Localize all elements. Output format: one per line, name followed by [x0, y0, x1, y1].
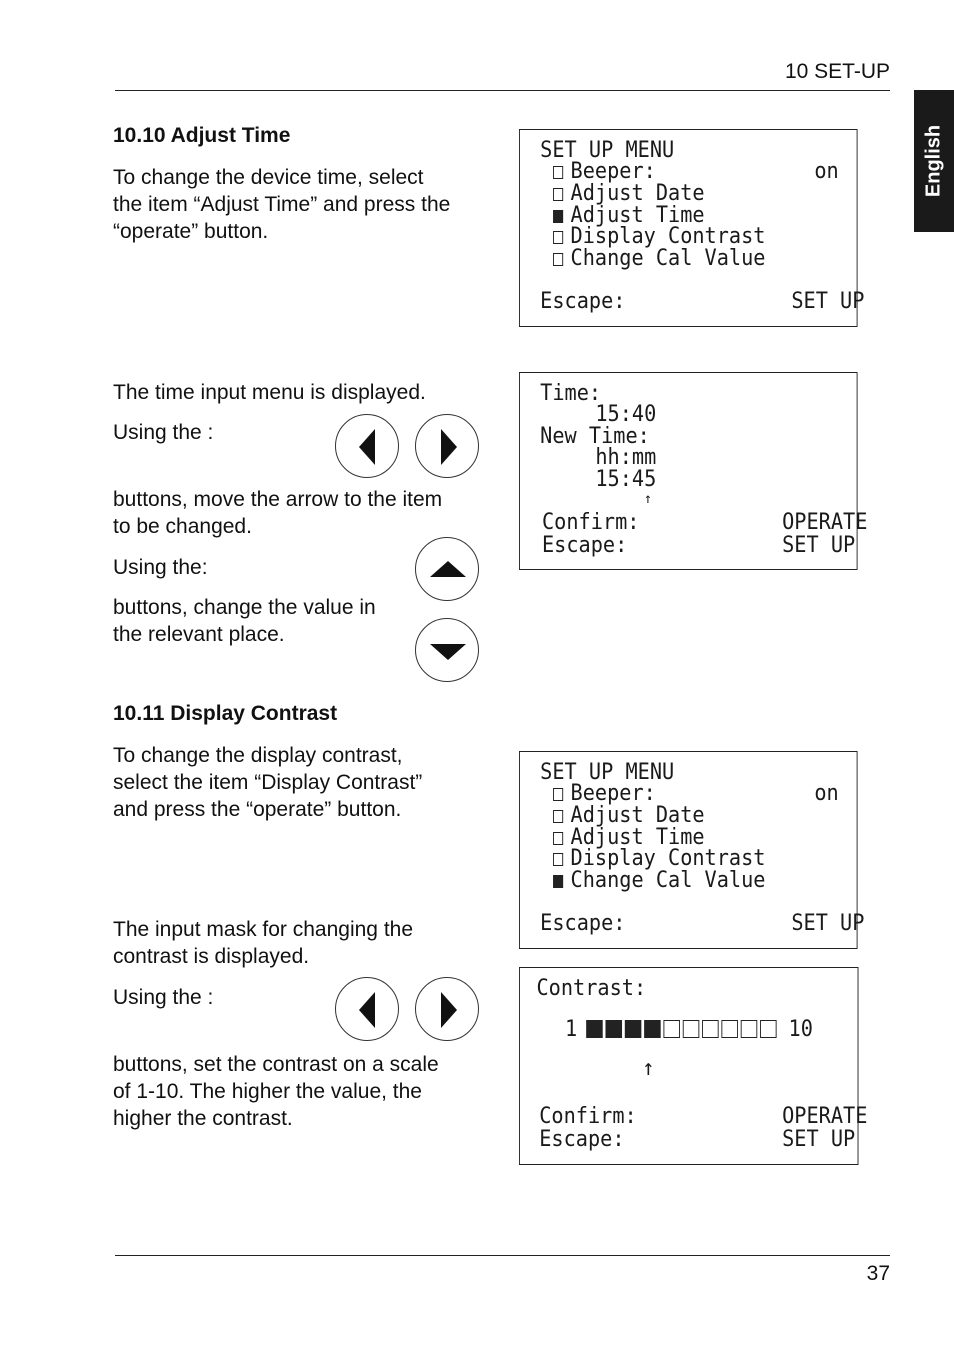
lcd-scale-min: 1: [565, 1017, 578, 1042]
lcd-escape-key: SET UP: [791, 289, 865, 314]
lcd-item-beeper: Beeper:: [553, 783, 656, 805]
contrast-bar: [586, 1019, 779, 1041]
lcd-setup-menu-adjust-time: [519, 129, 865, 327]
lcd-cursor-arrow: ↑: [642, 1056, 655, 1081]
contrast-segment-filled: [644, 1020, 661, 1038]
contrast-segment-filled: [586, 1020, 603, 1038]
checkbox-icon: [553, 788, 563, 801]
time-menu-text: The time input menu is displayed.: [113, 381, 426, 404]
right-arrow-icon: [416, 978, 480, 1042]
section-heading-display-contrast: 10.11 Display Contrast: [113, 702, 338, 725]
lcd-escape-key: SET UP: [791, 911, 865, 936]
checkbox-icon: [553, 253, 563, 266]
lcd-escape-label: Escape:: [540, 289, 626, 314]
lcd-confirm-label: Confirm:: [539, 1104, 637, 1129]
change-value-text: buttons, change the value in the relevant place.: [113, 596, 376, 646]
lcd-escape-key: SET UP: [782, 1127, 856, 1152]
lcd-item-adjust-time: Adjust Time: [553, 827, 705, 849]
left-button[interactable]: [335, 977, 399, 1041]
lcd-new-time-label: New Time:: [540, 424, 650, 449]
contrast-scale-text: buttons, set the contrast on a scale of 1-10. The higher the value, the higher the contrast.: [113, 1053, 439, 1130]
down-button[interactable]: [415, 618, 479, 682]
checkbox-icon: [553, 853, 563, 866]
checkbox-icon: [553, 832, 563, 845]
contrast-segment-filled: [625, 1020, 642, 1038]
checkbox-icon: [553, 810, 563, 823]
page-number: 37: [866, 1262, 890, 1285]
lcd-new-time-value: 15:45: [595, 467, 657, 492]
selected-box-icon: [553, 210, 563, 223]
lcd-time-value: 15:40: [595, 402, 657, 427]
move-arrow-text: buttons, move the arrow to the item to be changed.: [113, 488, 443, 538]
checkbox-icon: [553, 231, 563, 244]
up-arrow-icon: [416, 538, 480, 602]
checkbox-icon: [553, 166, 563, 179]
lcd-confirm-key: OPERATE: [782, 510, 868, 535]
lcd-item-display-contrast: Display Contrast: [553, 848, 765, 870]
selected-box-icon: [553, 875, 563, 888]
right-arrow-icon: [416, 415, 480, 479]
right-button[interactable]: [415, 977, 479, 1041]
adjust-time-intro: To change the device time, select the item “Adjust Time” and press the “operate” button.: [113, 166, 451, 243]
lcd-confirm-label: Confirm:: [542, 510, 640, 535]
contrast-segment-empty: [721, 1020, 738, 1038]
lcd-confirm-key: OPERATE: [782, 1104, 868, 1129]
language-tab: [914, 90, 954, 232]
lcd-item-adjust-date: Adjust Date: [553, 805, 705, 827]
lcd-item-beeper: Beeper:: [553, 161, 656, 183]
contrast-segment-empty: [760, 1020, 777, 1038]
lcd-escape-label: Escape:: [540, 911, 626, 936]
language-tab-label: English: [922, 124, 945, 198]
contrast-segment-empty: [663, 1020, 680, 1038]
lcd-item-change-cal: Change Cal Value: [553, 870, 765, 892]
left-button[interactable]: [335, 414, 399, 478]
left-arrow-icon: [336, 978, 400, 1042]
lcd-beeper-value: on: [814, 159, 839, 184]
lcd-title: SET UP MENU: [540, 760, 675, 785]
section-heading-adjust-time: 10.10 Adjust Time: [113, 124, 291, 147]
display-contrast-intro: To change the display contrast, select the item “Display Contrast” and press the “operate” button.: [113, 744, 423, 821]
using-text-1: Using the :: [113, 421, 214, 444]
lcd-time-format: hh:mm: [595, 445, 657, 470]
lcd-contrast: [519, 967, 868, 1165]
input-mask-text: The input mask for changing the contrast is displayed.: [113, 918, 414, 968]
using-text-2: Using the:: [113, 556, 208, 579]
lcd-setup-menu-contrast: [519, 751, 865, 949]
lcd-escape-key: SET UP: [782, 533, 856, 558]
lcd-title: SET UP MENU: [540, 138, 675, 163]
lcd-contrast-label: Contrast:: [536, 976, 647, 1001]
contrast-segment-empty: [683, 1020, 700, 1038]
left-arrow-icon: [336, 415, 400, 479]
up-button[interactable]: [415, 537, 479, 601]
lcd-time-label: Time:: [540, 381, 602, 406]
lcd-escape-label: Escape:: [542, 533, 628, 558]
lcd-scale-max: 10: [788, 1017, 813, 1042]
running-header: 10 SET-UP: [784, 60, 890, 83]
down-arrow-icon: [416, 619, 480, 683]
lcd-beeper-value: on: [814, 781, 839, 806]
lcd-cursor-arrow: ↑: [644, 491, 652, 507]
lcd-item-adjust-date: Adjust Date: [553, 183, 705, 205]
using-text-3: Using the :: [113, 986, 214, 1009]
right-button[interactable]: [415, 414, 479, 478]
lcd-escape-label: Escape:: [539, 1127, 625, 1152]
lcd-item-change-cal: Change Cal Value: [553, 248, 765, 270]
contrast-segment-filled: [605, 1020, 622, 1038]
footer-rule: [115, 1255, 890, 1256]
lcd-item-adjust-time: Adjust Time: [553, 205, 705, 227]
contrast-segment-empty: [741, 1020, 758, 1038]
header-rule: [115, 90, 890, 91]
lcd-item-display-contrast: Display Contrast: [553, 226, 765, 248]
lcd-time-input: [519, 372, 868, 570]
contrast-segment-empty: [702, 1020, 719, 1038]
checkbox-icon: [553, 188, 563, 201]
